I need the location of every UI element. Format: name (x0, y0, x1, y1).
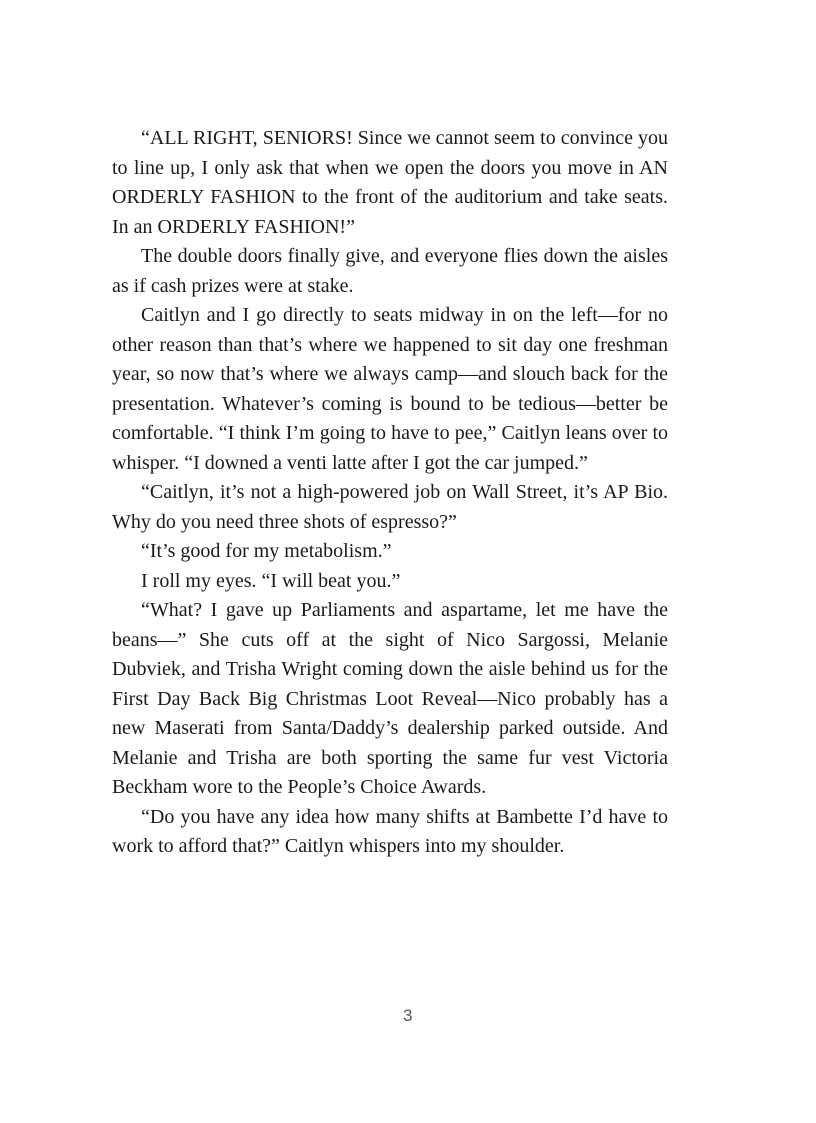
paragraph-2: The double doors finally give, and everyone flies down the aisles as if cash prizes were at stake. (112, 245, 668, 297)
paragraph-1: “ALL RIGHT, SENIORS! Since we cannot seem to convince you to line up, I only ask that when we open the doors you move in AN ORDERLY FASHION to the front of the auditorium and take seats. In an ORDERLY FASHION!” (112, 127, 668, 238)
paragraph-7: “What? I gave up Parliaments and aspartame, let me have the beans—” She cuts off at the sight of Nico Sargossi, Melanie Dubviek, and Trisha Wright coming down the aisle behind us for the First Day Back Big Christmas Loot Reveal—Nico probably has a new Maserati from Santa/Daddy’s dealership parked outside. And Melanie and Trisha are both sporting the same fur vest Victoria Beckham wore to the People’s Choice Awards. (112, 599, 668, 798)
page-number: 3 (403, 1006, 413, 1025)
paragraph-8: “Do you have any idea how many shifts at Bambette I’d have to work to afford that?” Caitlyn whispers into my shoulder. (112, 805, 668, 857)
body-text (112, 124, 668, 862)
paragraph-3: Caitlyn and I go directly to seats midway in on the left—for no other reason than that’s where we happened to sit day one freshman year, so now that’s where we always camp—and slouch back for the presentation. Whatever’s coming is bound to be tedious—better be comfortable. “I think I’m going to have to pee,” Caitlyn leans over to whisper. “I downed a venti latte after I got the car jumped.” (112, 304, 668, 474)
paragraph-5: “It’s good for my metabolism.” (141, 540, 392, 562)
paragraph-4: “Caitlyn, it’s not a high-powered job on Wall Street, it’s AP Bio. Why do you need three shots of espresso?” (112, 481, 668, 533)
paragraph-6: I roll my eyes. “I will beat you.” (141, 569, 401, 592)
